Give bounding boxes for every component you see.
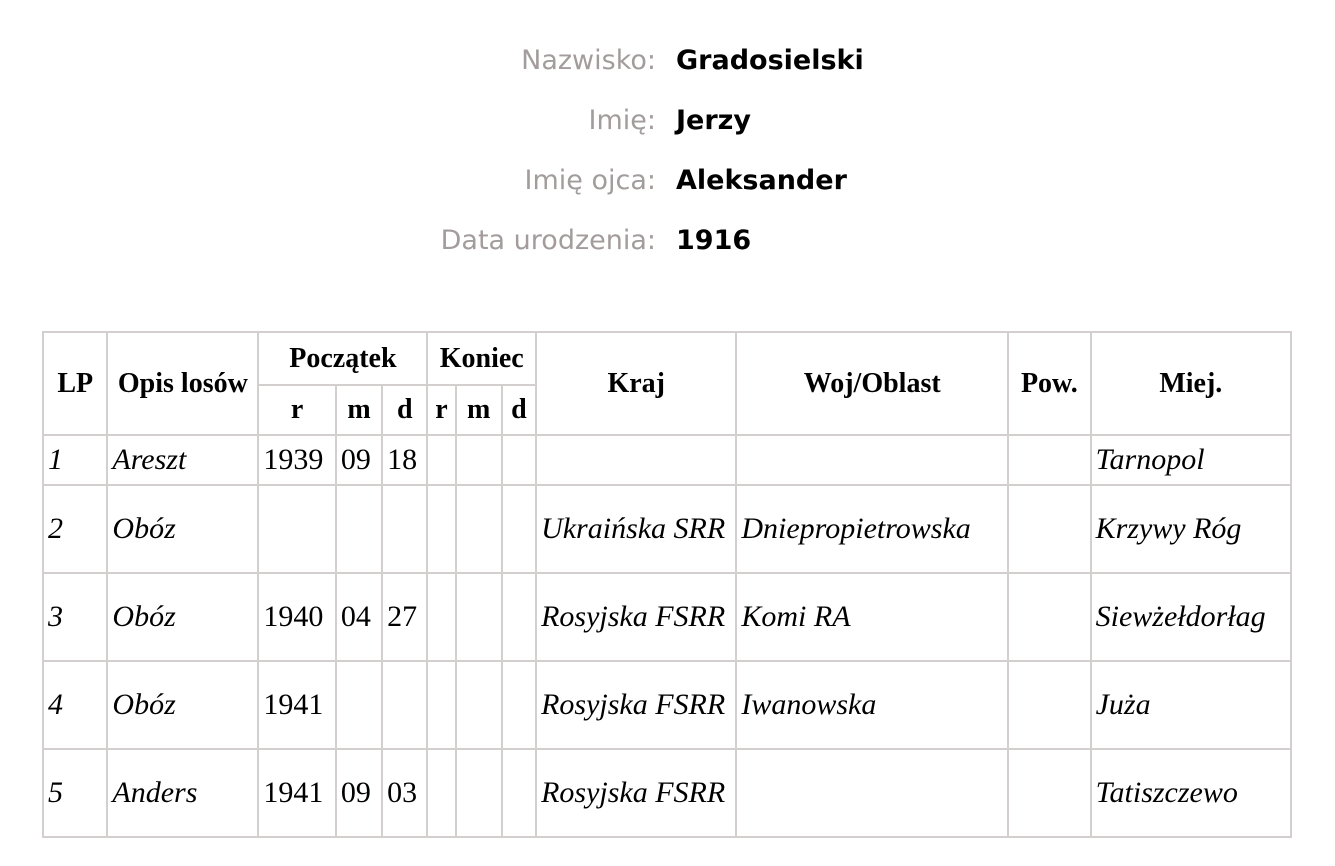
cell-miej: Siewżełdorłag <box>1091 573 1291 661</box>
cell-lp: 2 <box>43 485 107 573</box>
cell-opis: Obóz <box>107 485 258 573</box>
cell-woj: Komi RA <box>736 573 1008 661</box>
cell-end-m <box>456 435 502 485</box>
cell-end-r <box>427 749 455 837</box>
father-name-value: Aleksander <box>676 164 847 196</box>
header-row <box>43 332 1291 385</box>
cell-miej: Krzywy Róg <box>1091 485 1291 573</box>
table-row <box>43 749 1291 837</box>
header-end-r: r <box>427 385 455 435</box>
header-end-d: d <box>502 385 536 435</box>
cell-miej: Tarnopol <box>1091 435 1291 485</box>
cell-end-d <box>502 661 536 749</box>
cell-opis: Areszt <box>107 435 258 485</box>
header-start-m: m <box>336 385 382 435</box>
father-name-label: Imię ojca: <box>524 164 656 196</box>
fate-table <box>42 331 1292 838</box>
header-start-r: r <box>258 385 335 435</box>
cell-kraj: Rosyjska FSRR <box>536 573 736 661</box>
cell-end-r <box>427 661 455 749</box>
first-name-value: Jerzy <box>676 104 751 136</box>
cell-lp: 4 <box>43 661 107 749</box>
cell-end-r <box>427 573 455 661</box>
birth-date-row <box>0 210 1335 270</box>
cell-woj <box>736 749 1008 837</box>
header-opis: Opis losów <box>107 332 258 435</box>
surname-label: Nazwisko: <box>521 44 656 76</box>
birth-date-label: Data urodzenia: <box>440 224 656 256</box>
cell-start-r: 1939 <box>258 435 335 485</box>
first-name-label: Imię: <box>588 104 656 136</box>
cell-kraj: Ukraińska SRR <box>536 485 736 573</box>
header-lp: LP <box>43 332 107 435</box>
cell-opis: Obóz <box>107 573 258 661</box>
header-kraj: Kraj <box>536 332 736 435</box>
table-row <box>43 435 1291 485</box>
cell-start-r: 1940 <box>258 573 335 661</box>
cell-end-d <box>502 435 536 485</box>
cell-miej: Juża <box>1091 661 1291 749</box>
cell-pow <box>1008 485 1091 573</box>
cell-start-d: 27 <box>382 573 427 661</box>
cell-pow <box>1008 573 1091 661</box>
cell-end-m <box>456 749 502 837</box>
cell-miej: Tatiszczewo <box>1091 749 1291 837</box>
cell-start-m: 04 <box>336 573 382 661</box>
cell-start-r <box>258 485 335 573</box>
surname-row <box>0 30 1335 90</box>
cell-pow <box>1008 749 1091 837</box>
header-end: Koniec <box>427 332 536 385</box>
cell-pow <box>1008 661 1091 749</box>
birth-date-value: 1916 <box>676 224 752 256</box>
cell-end-d <box>502 573 536 661</box>
cell-end-r <box>427 435 455 485</box>
person-info <box>0 30 1335 270</box>
cell-end-m <box>456 573 502 661</box>
table-row <box>43 661 1291 749</box>
header-start-d: d <box>382 385 427 435</box>
cell-start-d: 03 <box>382 749 427 837</box>
table-row <box>43 485 1291 573</box>
cell-lp: 3 <box>43 573 107 661</box>
cell-lp: 1 <box>43 435 107 485</box>
header-end-m: m <box>456 385 502 435</box>
cell-start-d: 18 <box>382 435 427 485</box>
header-pow: Pow. <box>1008 332 1091 435</box>
cell-opis: Anders <box>107 749 258 837</box>
cell-opis: Obóz <box>107 661 258 749</box>
surname-value: Gradosielski <box>676 44 864 76</box>
cell-end-d <box>502 749 536 837</box>
cell-woj: Dniepropietrowska <box>736 485 1008 573</box>
header-miej: Miej. <box>1091 332 1291 435</box>
cell-start-m: 09 <box>336 749 382 837</box>
cell-lp: 5 <box>43 749 107 837</box>
cell-start-d <box>382 661 427 749</box>
cell-end-r <box>427 485 455 573</box>
cell-start-d <box>382 485 427 573</box>
cell-start-r: 1941 <box>258 749 335 837</box>
cell-kraj: Rosyjska FSRR <box>536 661 736 749</box>
cell-end-m <box>456 485 502 573</box>
cell-kraj: Rosyjska FSRR <box>536 749 736 837</box>
cell-start-m <box>336 485 382 573</box>
cell-woj <box>736 435 1008 485</box>
header-start: Początek <box>258 332 427 385</box>
cell-kraj <box>536 435 736 485</box>
header-woj: Woj/Oblast <box>736 332 1008 435</box>
cell-pow <box>1008 435 1091 485</box>
cell-start-m: 09 <box>336 435 382 485</box>
cell-end-d <box>502 485 536 573</box>
cell-woj: Iwanowska <box>736 661 1008 749</box>
first-name-row <box>0 90 1335 150</box>
father-name-row <box>0 150 1335 210</box>
cell-start-r: 1941 <box>258 661 335 749</box>
cell-end-m <box>456 661 502 749</box>
cell-start-m <box>336 661 382 749</box>
table-row <box>43 573 1291 661</box>
